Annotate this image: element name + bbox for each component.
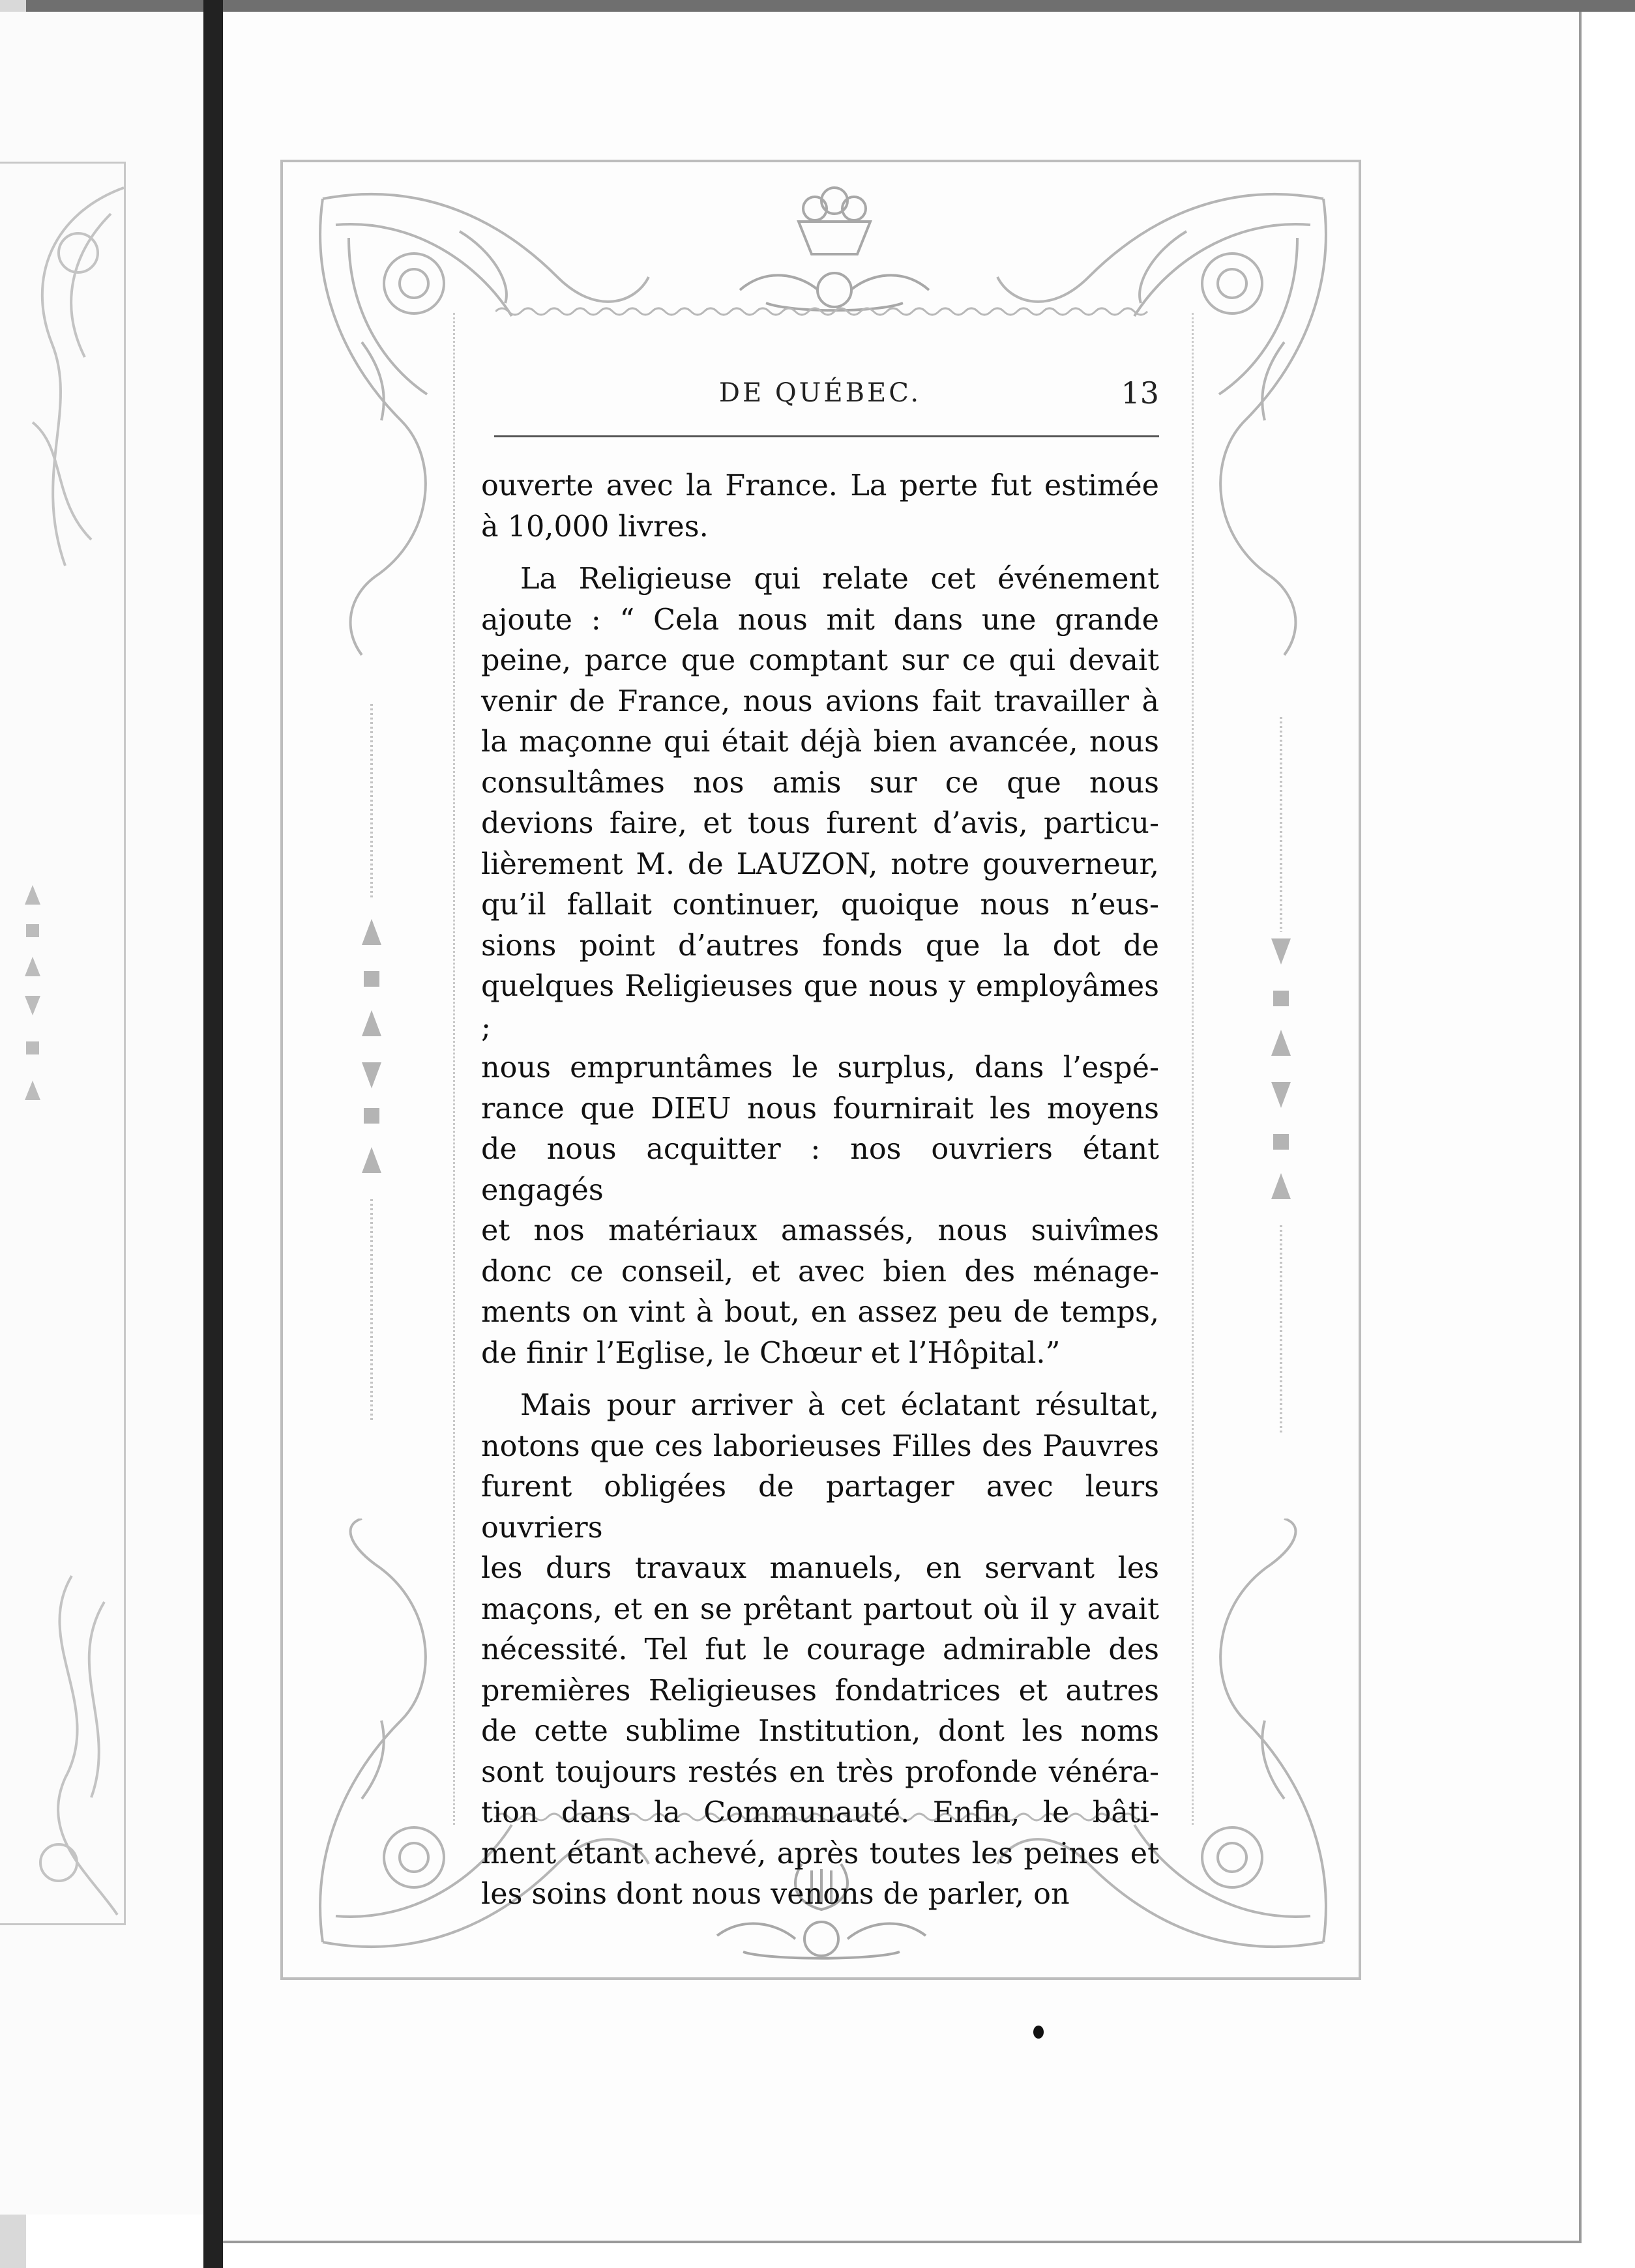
text-line: lièrement M. de LAUZON, notre gouverneur, [481,847,1159,881]
text-line: peine, parce que comptant sur ce qui devait [481,644,1159,677]
vertical-floret-chain-icon [1265,717,1297,1434]
text-line: devions faire, et tous furent d’avis, particu- [481,807,1159,840]
text-line: furent obligées de partager avec leurs ouvriers [481,1470,1159,1545]
text-line: nous empruntâmes le surplus, dans l’espé- [481,1051,1159,1084]
ink-dot [1033,2026,1044,2039]
text-line: sions point d’autres fonds que la dot de [481,929,1159,963]
text-line: quelques Religieuses que nous y employâmes ; [481,970,1159,1044]
text-line: de nous acquitter : nos ouvriers étant engagés [481,1133,1159,1207]
paragraph [481,466,1159,547]
running-head [481,375,1159,424]
paragraph [481,559,1159,1374]
text-line: maçons, et en se prêtant partout où il y avait [481,1592,1159,1626]
text-line: ouverte avec la France. La perte fut estimée [481,469,1159,502]
text-line: ajoute : “ Cela nous mit dans une grande [481,603,1159,637]
text-line: tion dans la Communauté. Enfin, le bâti- [481,1796,1159,1829]
text-line: les durs travaux manuels, en servant les [481,1552,1159,1585]
text-line: nécessité. Tel fut le courage admirable des [481,1633,1159,1666]
page-number: 13 [1121,375,1159,411]
text-line: rance que DIEU nous fournirait les moyens [481,1092,1159,1126]
text-line: premières Religieuses fondatrices et autres [481,1674,1159,1708]
text-line: et nos matériaux amassés, nous suivîmes [481,1214,1159,1247]
running-title: DE QUÉBEC. [718,378,922,408]
text-line: de finir l’Eglise, le Chœur et l’Hôpital.” [481,1336,1061,1370]
paragraph [481,1386,1159,1915]
scan-top-edge [0,0,1635,12]
text-line: de cette sublime Institution, dont les noms [481,1715,1159,1748]
text-line: qu’il fallait continuer, quoique nous n’eus- [481,888,1159,922]
text-line: venir de France, nous avions fait travailler à [481,684,1159,718]
text-line: notons que ces laborieuses Filles des Pauvres [481,1429,1159,1463]
body-text [481,466,1159,1911]
text-line: donc ce conseil, et avec bien des ménage- [481,1255,1159,1288]
text-line: ment étant achevé, après toutes les peines et [481,1837,1159,1870]
previous-flourish-icon [13,175,130,579]
previous-flourish-bottom-icon [13,1563,130,1928]
text-line: ments on vint à bout, en assez peu de temps, [481,1296,1159,1329]
book-spine [203,0,223,2268]
wavy-rule-icon [495,305,1154,318]
text-line: les soins dont nous venons de parler, on [481,1878,1070,1911]
text-line: consultâmes nos amis sur ce que nous [481,766,1159,800]
flower-basket-icon [727,176,942,319]
text-line: sont toujours restés en très profonde vénéra- [481,1755,1159,1789]
previous-side-chain-icon [20,872,46,1237]
text-line: la maçonne qui était déjà bien avancée, nous [481,725,1159,759]
previous-page [0,12,206,2215]
header-rule [494,435,1159,437]
text-line: La Religieuse qui relate cet événement [520,562,1159,596]
vertical-floret-chain-icon [355,704,388,1421]
text-line: à 10,000 livres. [481,510,709,544]
text-line: Mais pour arriver à cet éclatant résultat, [520,1389,1159,1422]
